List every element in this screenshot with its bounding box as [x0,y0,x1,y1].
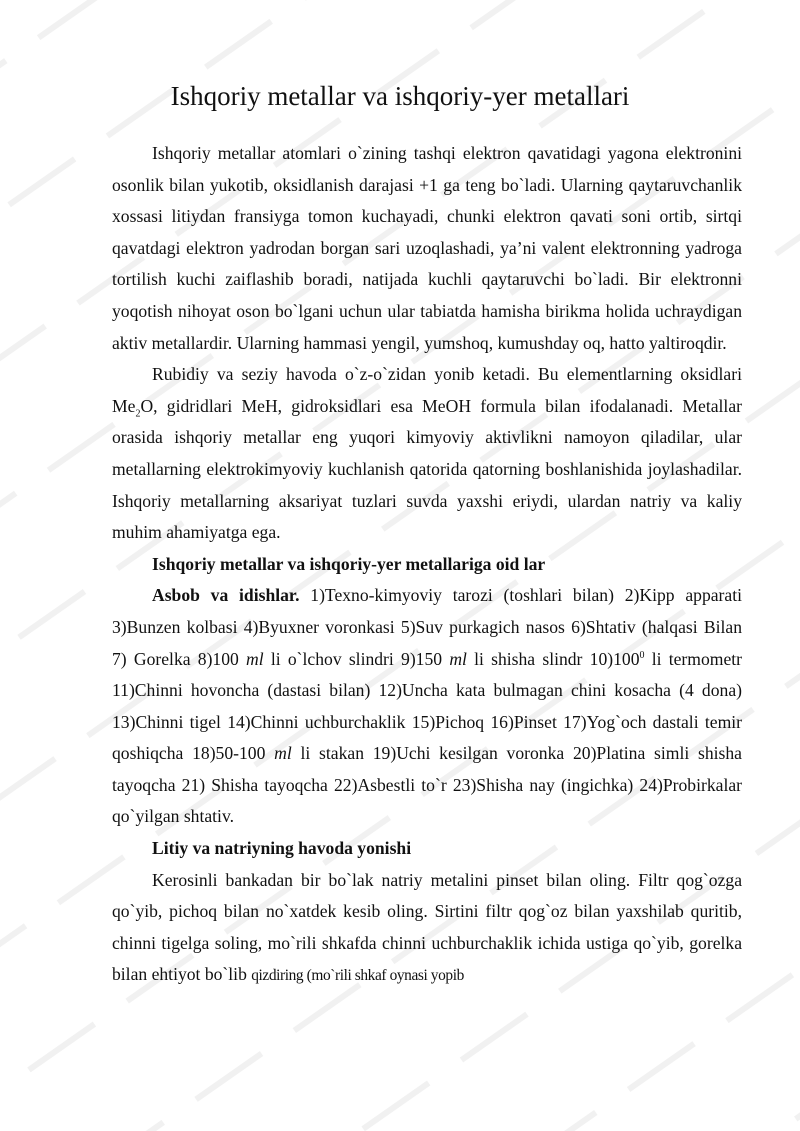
section-heading-lab: Ishqoriy metallar va ishqoriy-yer metallariga oid lar [152,553,546,574]
degree-superscript: 0 [639,649,645,661]
paragraph-intro: Ishqoriy metallar atomlari o`zining tashqi elektron qavatidagi yagona elektronini osonlik bilan yukotib, oksidlanish darajasi +1 ga teng bo`ladi. Ularning qaytaruvchanlik xossasi litiydan fransiyga tomon kuchayadi, chunki elektron qavati soni ortib, sirtqi qavatdagi elektron yadrodan borgan sari uzoqlashadi, ya’ni valent elektronning yadroga tortilish kuchi zaiflashib boradi, natijada kuchli qaytaruvchi bo`ladi. Bir elektronni yoqotish nihoyat oson bo`lgani uchun ular tabiatda hamisha birikma holida uchraydigan aktiv metallardir. Ularning hammasi yengil, yumshoq, kumushday oq, hatto yaltiroqdir. [112,143,742,353]
section-heading-burning: Litiy va natriyning havoda yonishi [152,838,412,859]
paragraph-oxides [112,359,742,549]
document-title: Ishqoriy metallar va ishqoriy-yer metallari [170,81,630,111]
paragraph-oxides-text-1: Rubidiy va seziy havoda o`z-o`zidan yonib ketadi. Bu elementlarning oksidlari Me [112,364,742,416]
subscript-2: 2 [135,408,141,420]
procedure-text-condensed: qizdiring (mo`rili shkaf oynasi yopib [251,967,464,985]
paragraph-oxides-text-2: O, gidridlari MeH, gidroksidlari esa MeOH formula bilan ifodalanadi. Metallar orasida ishqoriy metallar eng yuqori kimyoviy aktivlikni namoyon qiladilar, ular metallarning elektrokimyoviy kuchlanish qatorida qatorning boshlanishida joylashadilar. Ishqoriy metallarning aksariyat tuzlari suvda yaxshi eriydi, ulardan natriy va kaliy muhim ahamiyatga ega. [112,395,742,543]
unit-ml-1: ml [246,648,264,669]
unit-ml-3: ml [274,743,292,764]
equipment-text-5: li stakan 19)Uchi kesilgan voronka 20)Platina simli shisha tayoqcha 21) Shisha tayoqcha 22)Asbestli to`r 23)Shisha nay (ingichka) 24)Probirkalar qo`yilgan shtativ. [112,743,742,827]
equipment-text-1: 1)Texno-kimyoviy tarozi (toshlari bilan) 2)Kipp apparati 3)Bunzen kolbasi 4)Byuxner voronkasi 5)Suv purkagich nasos 6)Shtativ (halqasi Bilan 7) Gorelka 8)100 [112,585,742,669]
document-body [112,138,742,992]
equipment-text-4: li termometr 11)Chinni hovoncha (dastasi bilan) 12)Uncha kata bulmagan chini kosacha (4 dona) 13)Chinni tigel 14)Chinni uchburchaklik 15)Pichoq 16)Pinset 17)Yog`och dastali temir qoshiqcha 18)50-100 [112,648,743,764]
paragraph-equipment [112,580,742,833]
equipment-text-3: li shisha slindr 10)100 [466,648,640,669]
equipment-lead: Asbob va idishlar. [152,585,300,606]
equipment-text-2: li o`lchov slindri 9)150 [263,648,450,669]
paragraph-procedure [112,865,742,992]
unit-ml-2: ml [449,648,467,669]
procedure-text: Kerosinli bankadan bir bo`lak natriy metalini pinset bilan oling. Filtr qog`ozga qo`yib, pichoq bilan no`xatdek kesib oling. Sirtini filtr qog`oz bilan yaxshilab quritib, chinni tigelga soling, mo`rili shkafda chinni uchburchaklik ichida ustiga qo`yib, gorelka bilan ehtiyot bo`lib [112,869,742,985]
